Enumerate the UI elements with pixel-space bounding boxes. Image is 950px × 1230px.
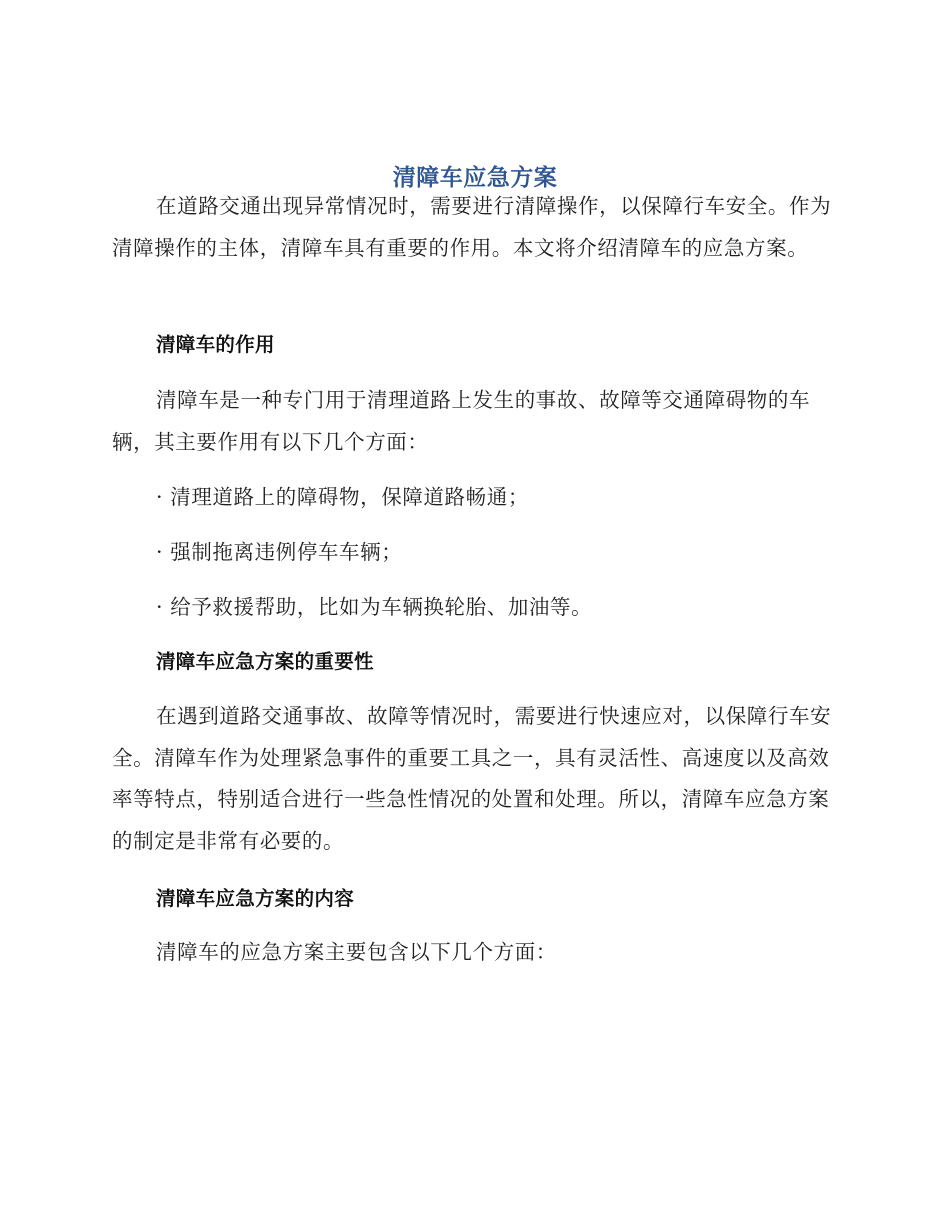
list-item: · 给予救援帮助，比如为车辆换轮胎、加油等。 bbox=[156, 595, 593, 619]
list-item: · 清理道路上的障碍物，保障道路畅通； bbox=[156, 485, 529, 509]
section-heading-importance: 清障车应急方案的重要性 bbox=[156, 650, 374, 673]
section-heading-role: 清障车的作用 bbox=[156, 333, 275, 356]
list-item: · 强制拖离违例停车车辆； bbox=[156, 540, 403, 564]
section-heading-content: 清障车应急方案的内容 bbox=[156, 887, 355, 910]
intro-paragraph: 在道路交通出现异常情况时，需要进行清障操作，以保障行车安全。作为清障操作的主体，清障车具有重要的作用。本文将介绍清障车的应急方案。 bbox=[112, 194, 832, 260]
content-paragraph: 清障车的应急方案主要包含以下几个方面： bbox=[156, 940, 557, 964]
document-title: 清障车应急方案 bbox=[392, 165, 558, 192]
role-paragraph: 清障车是一种专门用于清理道路上发生的事故、故障等交通障碍物的车辆，其主要作用有以下几个方面： bbox=[112, 388, 811, 454]
importance-paragraph: 在遇到道路交通事故、故障等情况时，需要进行快速应对，以保障行车安全。清障车作为处理紧急事件的重要工具之一，具有灵活性、高速度以及高效率等特点，特别适合进行一些急性情况的处置和处理。所以，清障车应急方案的制定是非常有必要的。 bbox=[112, 704, 832, 853]
